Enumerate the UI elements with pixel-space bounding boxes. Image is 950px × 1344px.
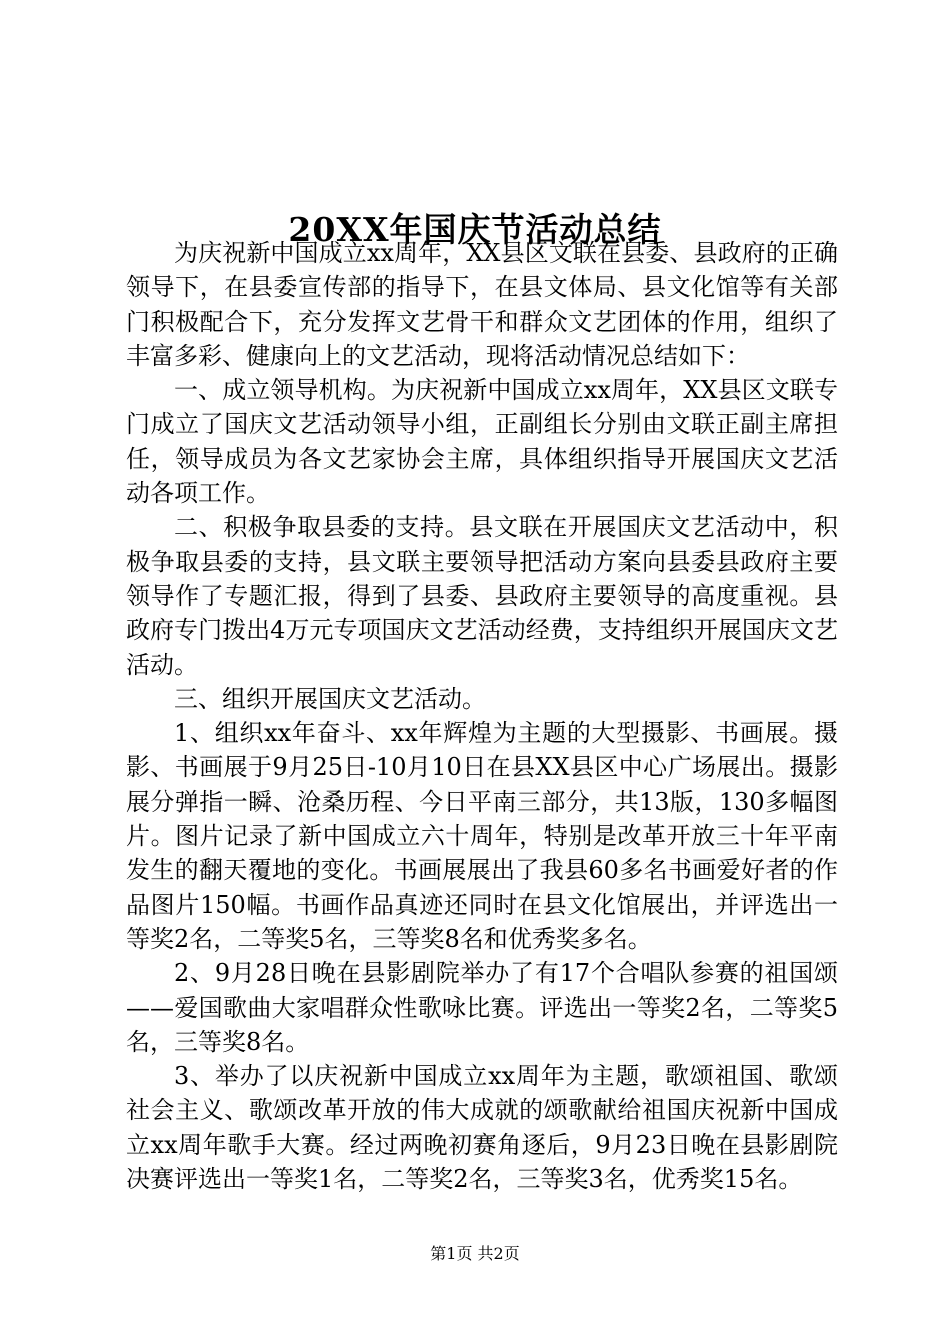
page-number: 第1页 共2页 <box>430 1244 520 1263</box>
paragraph-section-3-heading: 三、组织开展国庆文艺活动。 <box>174 684 486 713</box>
paragraph-section-2: 二、积极争取县委的支持。县文联在开展国庆文艺活动中，积极争取县委的支持，县文联主要领导把活动方案向县委县政府主要领导作了专题汇报，得到了县委、县政府主要领导的高度重视。县政府专门拨出4万元专项国庆文艺活动经费，支持组织开展国庆文艺活动。 <box>126 513 838 679</box>
page-footer <box>0 1243 950 1265</box>
paragraph-section-1: 一、成立领导机构。为庆祝新中国成立xx周年，XX县区文联专门成立了国庆文艺活动领导小组，正副组长分别由文联正副主席担任，领导成员为各文艺家协会主席，具体组织指导开展国庆文艺活动各项工作。 <box>126 376 838 508</box>
paragraph-intro: 为庆祝新中国成立xx周年，XX县区文联在县委、县政府的正确领导下，在县委宣传部的指导下，在县文体局、县文化馆等有关部门积极配合下，充分发挥文艺骨干和群众文艺团体的作用，组织了丰富多彩、健康向上的文艺活动，现将活动情况总结如下： <box>126 239 838 370</box>
document-body <box>126 236 838 1196</box>
paragraph-item-3: 3、举办了以庆祝新中国成立xx周年为主题，歌颂祖国、歌颂社会主义、歌颂改革开放的伟大成就的颂歌献给祖国庆祝新中国成立xx周年歌手大赛。经过两晚初赛角逐后，9月23日晚在县影剧院决赛评选出一等奖1名，二等奖2名，三等奖3名，优秀奖15名。 <box>126 1062 838 1194</box>
paragraph-item-1: 1、组织xx年奋斗、xx年辉煌为主题的大型摄影、书画展。摄影、书画展于9月25日-10月10日在县XX县区中心广场展出。摄影展分弹指一瞬、沧桑历程、今日平南三部分，共13版，130多幅图片。图片记录了新中国成立六十周年，特别是改革开放三十年平南发生的翻天覆地的变化。书画展展出了我县60多名书画爱好者的作品图片150幅。书画作品真迹还同时在县文化馆展出，并评选出一等奖2名，二等奖5名，三等奖8名和优秀奖多名。 <box>126 719 838 953</box>
document-title: 20XX年国庆节活动总结 <box>288 210 662 250</box>
paragraph-item-2: 2、9月28日晚在县影剧院举办了有17个合唱队参赛的祖国颂——爱国歌曲大家唱群众性歌咏比赛。评选出一等奖2名，二等奖5名，三等奖8名。 <box>126 959 838 1056</box>
